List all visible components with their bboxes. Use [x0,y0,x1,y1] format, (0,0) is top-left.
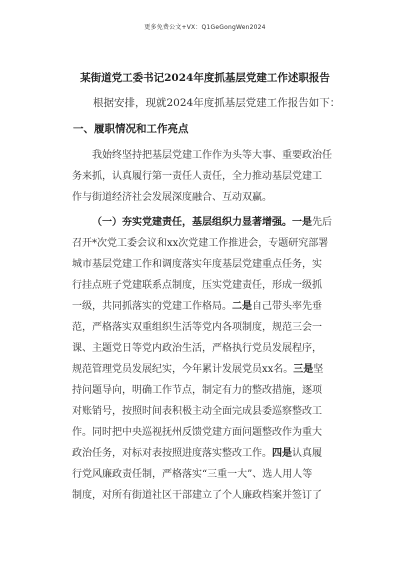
paragraph-line: 城市基层党建工作和调度落实年度基层党建重点任务，实 [72,259,322,270]
lead-four: 四是 [272,448,292,459]
paragraph-text: 坚 [313,364,324,375]
paragraph-line [72,296,340,317]
paragraph-line: 范，严格落实双重组织生活等党内各项制度，规范三会一 [72,322,322,333]
paragraph-line: 行挂点班子党建联系点制度，压实党建责任，形成一级抓 [72,280,322,291]
paragraph-line: 对账销号，按照时间表积极主动全面完成县委巡察整改工 [72,406,322,417]
page-header-promo: 更多免费公文+VX：Q1GeGongWen2024 [144,24,266,31]
paragraph-text: 一级，共同抓落实的党建工作格局。 [72,301,232,312]
lead-one: 一是 [292,217,312,228]
paragraph-2 [72,212,340,506]
paragraph-text: 规范管理党员发展纪实，今年累计发展党员xx名。 [72,364,294,375]
paragraph-line: 课、主题党日等党内政治生活，严格执行党员发展程序， [72,343,322,354]
paragraph-text: 先后 [312,217,332,228]
paragraph-line: 我始终坚持把基层党建工作作为头等大事、重要政治任 [92,150,332,161]
lead-three: 三是 [293,364,314,375]
paragraph-line [72,443,340,464]
paragraph-line: 作与街道经济社会发展深度融合、互动双赢。 [72,192,272,203]
paragraph-line: 务来抓，认真履行第一责任人责任，全力推动基层党建工 [72,171,322,182]
paragraph-line [72,359,340,380]
paragraph-line: 行党风廉政责任制，严格落实“三重一大”、选人用人等 [72,469,313,480]
paragraph-line: 召开*次党工委会议和xx次党建工作推进会，专题研究部署 [72,238,329,249]
lead-two: 二是 [232,301,252,312]
paragraph-line: 持问题导向，明确工作节点，制定有力的整改措施，逐项 [72,385,322,396]
paragraph-line: 制度，对所有街道社区干部建立了个人廉政档案并签订了 [72,490,322,501]
paragraph-text: 认真履 [292,448,322,459]
paragraph-text: 自己带头率先垂 [252,301,322,312]
paragraph-line: 作。同时把中央巡视抚州反馈党建方面问题整改作为重大 [72,427,322,438]
section-heading-1: 一、履职情况和工作亮点 [73,123,189,135]
sub-heading-1: （一）夯实党建责任，基层组织力显著增强。 [92,217,292,228]
paragraph-1 [72,145,340,208]
document-title: 某街道党工委书记2024年度抓基层党建工作述职报告 [80,72,330,84]
paragraph-text: 政治任务，对标对表按照进度落实整改工作。 [72,448,272,459]
subheading-line [72,212,340,233]
intro-paragraph: 根据安排，现就2024年度抓基层党建工作报告如下： [93,97,341,109]
